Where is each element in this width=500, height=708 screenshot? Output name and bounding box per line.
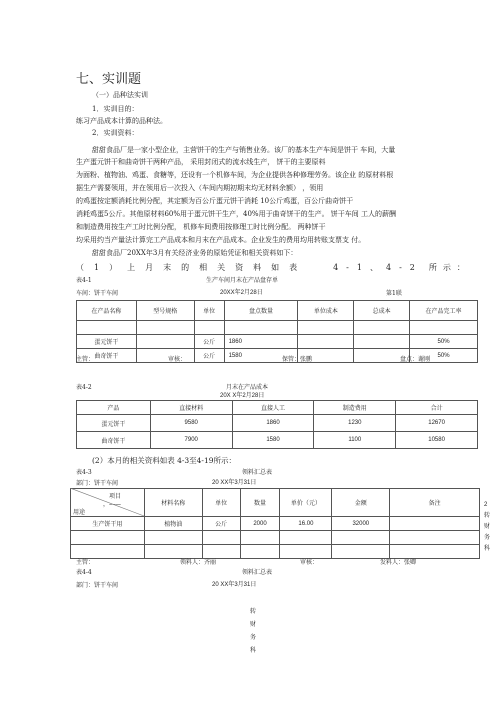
- table-cell: 7900: [150, 432, 232, 449]
- table-4-1-date: 20XX年2月28日: [220, 290, 263, 296]
- item-2: 2．实训资料：: [92, 129, 139, 137]
- table-4-1-label: 表4-1: [76, 277, 92, 284]
- column-header: 单位: [202, 489, 240, 517]
- table-cell: 生产饼干用: [71, 517, 145, 531]
- side-copy-number: 2: [484, 502, 488, 508]
- paragraph-line: 生产蛋元饼干和曲奇饼干两种产品， 采用封闭式的流水线生产， 饼干的主要原料: [76, 158, 326, 166]
- table-spacer-row: [77, 321, 478, 335]
- table-cell: 16.00: [280, 517, 332, 531]
- paragraph-line: 据生产需要领用，并在领用后一次投入（车间内期初期末均无材料余额） ，领用: [76, 184, 324, 192]
- column-header: 材料名称: [144, 489, 202, 517]
- subheading: （一）品种法实训: [92, 91, 148, 99]
- table-row: [77, 335, 478, 349]
- table-4-4-date: 20 XX年3月31日: [212, 582, 257, 588]
- table-4-1-manager: 主管：: [76, 356, 95, 363]
- table-cell: [298, 335, 354, 349]
- table-4-1-title: 生产车间月末在产品盘存单: [206, 277, 279, 284]
- table-row: [77, 432, 478, 449]
- table-header-row: [77, 301, 478, 321]
- table-cell: 1860: [224, 335, 298, 349]
- column-header: 数量: [240, 489, 280, 517]
- table-4-3-dept: 部门：饼干车间: [76, 480, 119, 487]
- table-4-3-sender: 发料人：张卿: [380, 559, 417, 566]
- section-1-label: （1）上月末的相关资料如表: [76, 263, 308, 272]
- column-header: 制造费用: [314, 401, 396, 415]
- paragraph-line: 消耗鸡蛋5公斤。其他原材料60%用于蛋元饼干生产，40%用于曲奇饼干的生产。 饼干车间 工人的薪酬: [76, 210, 397, 218]
- table-cell: 10580: [396, 432, 478, 449]
- table-cell: 32000: [332, 517, 390, 531]
- item-1: 1．实训目的：: [92, 105, 139, 113]
- table-cell: 蛋元饼干: [77, 335, 137, 349]
- column-header: 在产品完工率: [410, 301, 478, 321]
- table-4-4-title: 领料汇总表: [242, 569, 273, 576]
- table-4-1-copy-no: 第1联: [386, 290, 402, 297]
- diagonal-line: [70, 488, 145, 517]
- purpose-text: 练习产品成本计算的品种法。: [76, 117, 167, 125]
- side-note-char: 财: [484, 523, 491, 530]
- side-note-char: 科: [250, 647, 257, 654]
- table-cell: 植物油: [144, 517, 202, 531]
- paragraph-line: 均采用约当产量法计算完工产品成本和月末在产品成本。企业发生的费用均用转账支票支 付。: [76, 236, 366, 244]
- column-header: 单价（元）: [280, 489, 332, 517]
- paragraph-line: 和制造费用按生产工时比例分配， 机修车间费用按修理工时比例分配。 两种饼干: [76, 223, 326, 231]
- column-header: 在产品名称: [77, 301, 137, 321]
- table-row: [71, 517, 480, 531]
- column-header: 总成本: [354, 301, 410, 321]
- column-header: 产品: [77, 401, 151, 415]
- table-cell: [136, 335, 194, 349]
- page-heading: 七、实训题: [76, 72, 142, 87]
- table-4-3-receiver: 领料人：齐丽: [180, 559, 217, 566]
- table-4-2: [76, 400, 478, 449]
- column-header: 盘点数量: [224, 301, 298, 321]
- table-cell: 公斤: [202, 517, 240, 531]
- table-cell: 1860: [232, 415, 314, 432]
- table-cell: [354, 335, 410, 349]
- side-note-char: 科: [484, 545, 491, 552]
- table-cell: 曲奇饼干: [77, 349, 137, 363]
- table-4-3-label: 表4-3: [76, 469, 92, 476]
- table-4-3-title: 领料汇总表: [242, 469, 273, 476]
- table-4-2-date: 20X X年2月28日: [220, 393, 265, 399]
- paragraph-line: 为面粉、植物油、鸡蛋、食糖等，还设有一个机修车间，为企业提供各种修理劳务。该企业 的原材料根: [76, 171, 394, 179]
- table-cell: 公斤: [194, 349, 224, 363]
- section-1-tail: 所示：: [428, 263, 471, 272]
- table-4-2-label: 表4-2: [76, 384, 92, 391]
- section-1-tables: 4-1、4-2: [333, 263, 423, 272]
- table-cell: 12670: [396, 415, 478, 432]
- table-4-3-audit: 审核：: [300, 559, 319, 566]
- table-cell: 9580: [150, 415, 232, 432]
- table-row: [71, 531, 480, 545]
- section-1-intro: [76, 262, 471, 273]
- table-row: [77, 415, 478, 432]
- diag-mid-label: ，——: [103, 501, 122, 508]
- table-4-4-label: 表4-4: [76, 569, 92, 576]
- side-note-char: 转: [250, 608, 257, 615]
- table-cell: 50%: [410, 349, 478, 363]
- table-cell: 公斤: [194, 335, 224, 349]
- table-4-3-date: 20 XX年3月31日: [212, 480, 257, 486]
- table-4-3-manager: 主管：: [76, 559, 95, 566]
- column-header: 直接材料: [150, 401, 232, 415]
- column-header: 单位: [194, 301, 224, 321]
- table-4-1-audit: 审核：: [168, 356, 187, 363]
- column-header: 型号规格: [136, 301, 194, 321]
- table-cell: 1580: [232, 432, 314, 449]
- table-cell: 2000: [240, 517, 280, 531]
- column-header: 备注: [390, 489, 480, 517]
- side-note-char: 转: [484, 512, 491, 519]
- paragraph-line: 的鸡蛋按定额消耗比例分配，其定额为百公斤蛋元饼干消耗 10公斤鸡蛋，百公斤曲奇饼干: [76, 197, 354, 205]
- table-4-2-title: 月末在产品成本: [226, 384, 269, 391]
- column-header: 直接人工: [232, 401, 314, 415]
- table-header-row: [77, 401, 478, 415]
- table-cell: 1230: [314, 415, 396, 432]
- paragraph-line: 甜甜食品厂是一家小型企业，主营饼干的生产与销售业务。该厂的基本生产车间是饼干 车间，大量: [92, 146, 396, 154]
- diag-bottom-label: 用途: [73, 509, 86, 516]
- column-header: 单位成本: [298, 301, 354, 321]
- table-cell: 1100: [314, 432, 396, 449]
- table-cell: 曲奇饼干: [77, 432, 151, 449]
- table-4-1-counter: 盘点：谢刚: [400, 356, 431, 363]
- side-note-char: 务: [250, 634, 257, 641]
- paragraph-line: 甜甜食品厂20XX年3月有关经济业务的原始凭证和相关资料如下：: [92, 249, 298, 257]
- table-cell: 1580: [224, 349, 298, 363]
- side-note-char: 务: [484, 534, 491, 541]
- table-cell: 蛋元饼干: [77, 415, 151, 432]
- column-header: 金额: [332, 489, 390, 517]
- section-2-intro: (2）本月的相关资料如表 4-3至4-19所示：: [92, 456, 237, 465]
- table-4-1-keeper: 保管：张鹏: [282, 356, 313, 363]
- diag-top-label: 项目: [109, 493, 122, 500]
- side-note-char: 财: [250, 621, 257, 628]
- table-row: [71, 545, 480, 559]
- column-header: 合计: [396, 401, 478, 415]
- table-cell: 50%: [410, 335, 478, 349]
- table-4-1-dept: 车间：饼干车间: [76, 290, 119, 297]
- table-4-4-dept: 部门：饼干车间: [76, 582, 119, 589]
- table-cell: [390, 517, 480, 531]
